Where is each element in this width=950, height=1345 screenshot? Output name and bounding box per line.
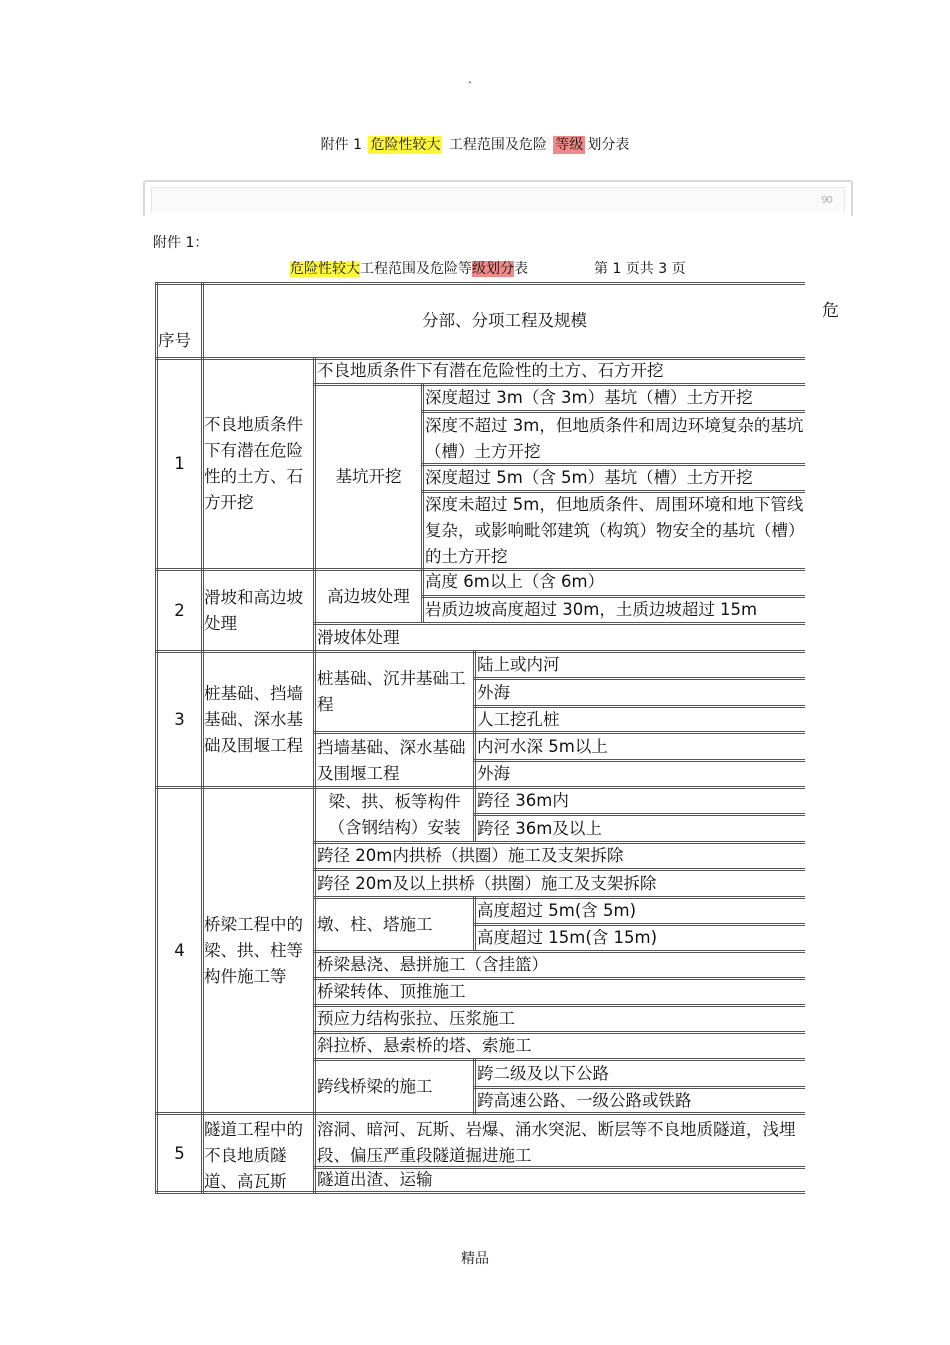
section-1-sub: 基坑开挖 [335, 467, 402, 486]
section-3-item-1: 陆上或内河 [477, 654, 560, 674]
table-title-part2: 工程范围及危险等 [360, 261, 472, 277]
header-scope: 分部、分项工程及规模 [422, 311, 587, 330]
title-highlight-2: 等级 [555, 137, 584, 153]
section-2-item-2: 岩质边坡高度超过 30m，土质边坡超过 15m [425, 600, 758, 619]
section-1-row-1: 不良地质条件下有潜在危险性的土方、石方开挖 [317, 361, 664, 380]
section-4-sub-2-item-2: 高度超过 15m(含 15m) [477, 928, 658, 947]
section-5-name: 隧道工程中的不良地质隧道、高瓦斯 [204, 1120, 303, 1191]
section-4-sub-1-item-2: 跨径 36m及以上 [477, 818, 602, 838]
embedded-frame [143, 180, 853, 216]
section-3-item-2: 外海 [477, 682, 510, 702]
section-4-sub-3-item-1: 跨二级及以下公路 [477, 1063, 609, 1083]
section-2-item-1: 高度 6m以上（含 6m） [425, 572, 605, 591]
section-4-name: 桥梁工程中的梁、拱、柱等构件施工等 [204, 914, 303, 986]
section-1-item-2: 深度不超过 3m，但地质条件和周边环境复杂的基坑（槽）土方开挖 [425, 416, 804, 461]
page-info: 第 1 页共 3 页 [594, 261, 686, 277]
section-4-row-5: 预应力结构张拉、压浆施工 [317, 1009, 515, 1028]
clipped-column-char: 危 [822, 301, 839, 321]
title-highlight-1: 危险性较大 [370, 137, 441, 153]
section-4-sub-1-item-1: 跨径 36m内 [477, 791, 569, 810]
attachment-label: 附件 1： [153, 235, 209, 251]
section-5-no: 5 [174, 1143, 185, 1163]
section-3-name: 桩基础、挡墙基础、深水基础及围堰工程 [204, 684, 303, 755]
section-3-item-5: 外海 [477, 764, 510, 783]
title-prefix: 附件 1 [320, 137, 367, 153]
table-title [290, 258, 528, 278]
page-footer: 精品 [461, 1251, 489, 1267]
section-4-row-2: 跨径 20m及以上拱桥（拱圈）施工及支架拆除 [317, 873, 657, 893]
embedded-frame-bar [151, 187, 845, 212]
section-5-row-2: 隧道出渣、运输 [317, 1170, 433, 1189]
section-3-item-4: 内河水深 5m以上 [477, 736, 608, 756]
section-4-row-3: 桥梁悬浇、悬拼施工（含挂篮） [317, 955, 548, 974]
section-4-row-1: 跨径 20m内拱桥（拱圈）施工及支架拆除 [317, 846, 624, 865]
frame-expand-icon[interactable]: 90 [821, 195, 832, 206]
section-2-row-last: 滑坡体处理 [317, 627, 400, 647]
section-4-row-4: 桥梁转体、顶推施工 [317, 982, 466, 1001]
section-4-no: 4 [174, 940, 185, 960]
section-4-sub-2: 墩、柱、塔施工 [317, 914, 433, 934]
section-3-no: 3 [174, 710, 185, 729]
title-suffix: 划分表 [587, 137, 630, 153]
title-middle: 工程范围及危险 [444, 137, 552, 153]
header-seq: 序号 [158, 331, 191, 350]
section-2-name: 滑坡和高边坡处理 [204, 588, 303, 633]
section-5-row-1: 溶洞、暗河、瓦斯、岩爆、涌水突泥、断层等不良地质隧道，浅埋段、偏压严重段隧道掘进施工 [317, 1120, 796, 1165]
section-2-no: 2 [174, 601, 185, 620]
section-1-item-1: 深度超过 3m（含 3m）基坑（槽）土方开挖 [425, 388, 753, 407]
section-4-row-6: 斜拉桥、悬索桥的塔、索施工 [317, 1036, 532, 1055]
section-4-sub-3: 跨线桥梁的施工 [317, 1076, 433, 1096]
section-3-item-3: 人工挖孔桩 [477, 710, 560, 729]
section-1-item-4: 深度未超过 5m，但地质条件、周围环境和地下管线复杂，或影响毗邻建筑（构筑）物安全的基坑（槽）的土方开挖 [425, 495, 805, 566]
section-4-sub-3-item-2: 跨高速公路、一级公路或铁路 [477, 1090, 692, 1110]
section-1-no: 1 [174, 454, 185, 473]
section-1-name: 不良地质条件下有潜在危险性的土方、石方开挖 [204, 415, 303, 512]
section-2-sub: 高边坡处理 [327, 587, 410, 606]
section-4-sub-1: 梁、拱、板等构件（含钢结构）安装 [328, 792, 461, 837]
section-1-item-3: 深度超过 5m（含 5m）基坑（槽）土方开挖 [425, 468, 753, 487]
header-dot: . [468, 72, 472, 86]
section-4-sub-2-item-1: 高度超过 5m(含 5m) [477, 900, 637, 920]
section-3-sub-1: 桩基础、沉井基础工程 [317, 669, 466, 714]
table-title-highlight-1: 危险性较大 [290, 261, 360, 277]
table-title-highlight-2: 级划分 [472, 261, 514, 277]
document-title [0, 134, 950, 154]
table-title-suffix: 表 [514, 261, 528, 277]
section-3-sub-2: 挡墙基础、深水基础及围堰工程 [317, 737, 466, 783]
